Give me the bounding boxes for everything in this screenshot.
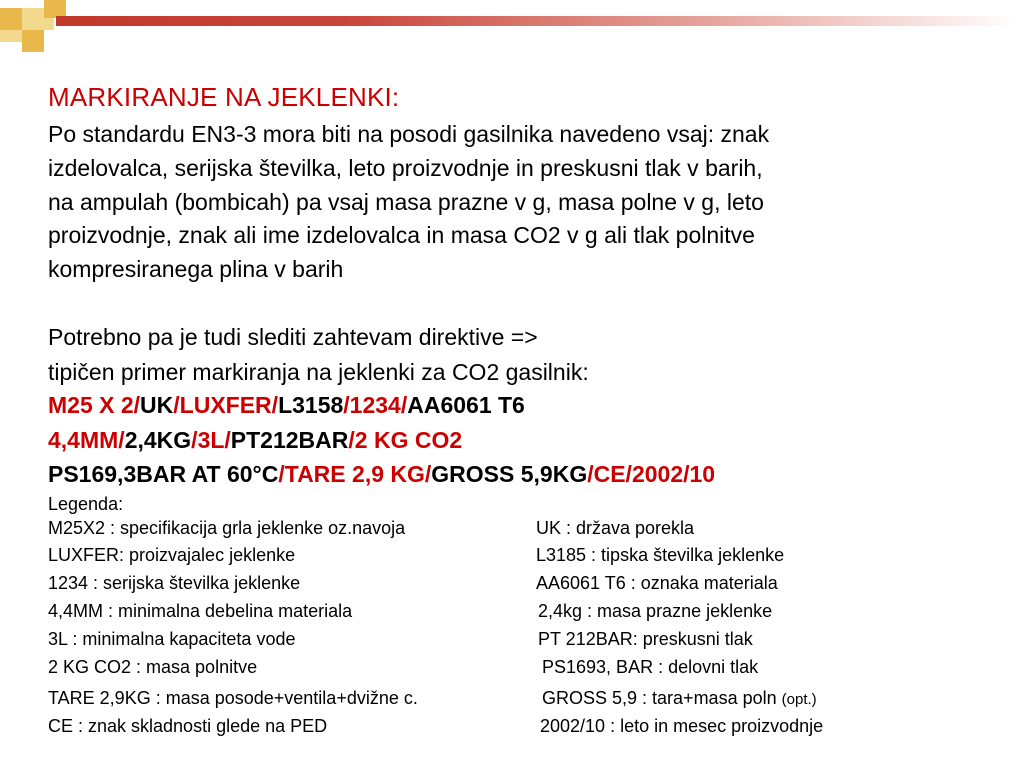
mark-sep: / (343, 392, 350, 418)
marking-line-1 (48, 388, 1008, 423)
mark-working-pressure: PS169,3BAR AT 60°C (48, 461, 279, 487)
mark-sep: / (587, 461, 594, 487)
mark-capacity: 3L (197, 426, 225, 453)
legend-left: TARE 2,9KG : masa posode+ventila+dvižne c. (48, 688, 418, 708)
legend-title: Legenda: (48, 494, 124, 514)
intro-line: na ampulah (bombicah) pa vsaj masa prazne v g, masa polne v g, leto (48, 188, 764, 215)
intro-line: kompresiranega plina v barih (48, 256, 344, 283)
legend-left: 1234 : serijska številka jeklenke (48, 573, 301, 593)
intro-line: Po standardu EN3-3 mora biti na posodi gasilnika navedeno vsaj: znak (48, 121, 770, 147)
legend-right: 2,4kg : masa prazne jeklenke (538, 601, 773, 621)
legend-left: 4,4MM : minimalna debelina materiala (48, 601, 353, 621)
mark-sep: / (191, 426, 198, 453)
legend-left: CE : znak skladnosti glede na PED (48, 716, 328, 736)
mark-empty-mass: 2,4KG (124, 426, 192, 453)
intro-paragraph (48, 118, 988, 287)
legend-right: UK : država porekla (536, 518, 695, 538)
mark-type-number: L3158 (278, 392, 344, 418)
mark-sep: / (118, 426, 125, 453)
legend-right: 2002/10 : leto in mesec proizvodnje (540, 716, 824, 736)
marking-line-2 (48, 423, 1008, 458)
mark-thread: M25 X 2 (48, 392, 134, 418)
slide-logo-squares (0, 0, 110, 60)
requirement-paragraph (48, 320, 988, 389)
mark-sep: / (278, 461, 285, 487)
legend-right: AA6061 T6 : oznaka materiala (536, 573, 778, 593)
mark-sep: / (224, 426, 231, 453)
legend-right-suffix: (opt.) (781, 691, 817, 708)
legend-left: 2 KG CO2 : masa polnitve (48, 657, 258, 677)
legend-right: L3185 : tipska številka jeklenke (536, 545, 785, 565)
marking-line-3 (48, 457, 1008, 492)
legend-left: 3L : minimalna kapaciteta vode (48, 629, 296, 649)
mark-sep: / (424, 461, 432, 487)
header-gradient-rule (56, 16, 1018, 26)
mark-test-pressure: PT212BAR (230, 426, 349, 453)
mark-fill-mass: 2 KG CO2 (354, 426, 463, 453)
requirement-line: tipičen primer markiranja na jeklenki za CO2 gasilnik: (48, 358, 589, 385)
mark-country: UK (140, 392, 174, 418)
legend-left: M25X2 : specifikacija grla jeklenke oz.navoja (48, 518, 406, 538)
intro-line: izdelovalca, serijska številka, leto proizvodnje in preskusni tlak v barih, (48, 154, 763, 181)
mark-sep: / (133, 392, 141, 418)
mark-sep: / (173, 392, 180, 418)
legend-right: PT 212BAR: preskusni tlak (538, 629, 753, 649)
mark-gross: GROSS 5,9KG (431, 461, 588, 487)
mark-sep: / (348, 426, 355, 453)
requirement-line: Potrebno pa je tudi slediti zahtevam direktive => (48, 324, 538, 350)
legend-left: LUXFER: proizvajalec jeklenke (48, 545, 296, 565)
mark-serial: 1234 (349, 392, 401, 418)
slide-title: MARKIRANJE NA JEKLENKI: (48, 82, 400, 112)
mark-ce-date: CE/2002/10 (593, 461, 716, 487)
legend-right-text: GROSS 5,9 : tara+masa poln (542, 688, 777, 708)
intro-line: proizvodnje, znak ali ime izdelovalca in masa CO2 v g ali tlak polnitve (48, 222, 755, 249)
mark-thickness: 4,4MM (48, 426, 119, 453)
mark-sep: / (271, 392, 279, 418)
mark-sep: / (400, 392, 408, 418)
legend-right (542, 688, 817, 709)
marking-example (48, 388, 1008, 492)
mark-tare: TARE 2,9 KG (284, 461, 425, 487)
mark-manufacturer: LUXFER (179, 392, 272, 418)
legend-right: PS1693, BAR : delovni tlak (542, 657, 759, 677)
mark-material: AA6061 T6 (407, 392, 525, 418)
